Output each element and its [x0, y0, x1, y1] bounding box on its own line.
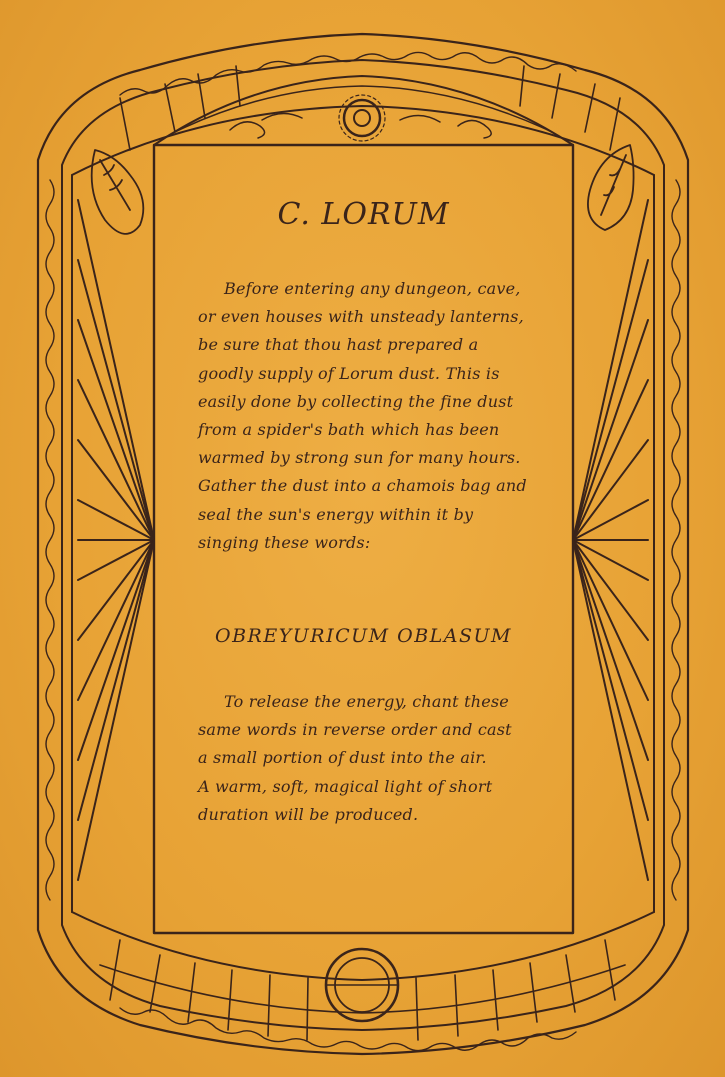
paragraph-line: same words in reverse order and cast: [198, 720, 512, 740]
top-segments: [120, 66, 620, 150]
release-paragraph: [198, 688, 558, 829]
rays-right: [573, 200, 648, 880]
bottom-segments: [100, 940, 625, 1040]
paragraph-line: or even houses with unsteady lanterns,: [198, 307, 524, 327]
vine-left: [46, 180, 54, 900]
paragraph-line: Before entering any dungeon, cave,: [224, 279, 521, 298]
intro-paragraph: [198, 275, 558, 557]
paragraph-line: duration will be produced.: [198, 804, 419, 824]
page-title: C. LORUM: [277, 197, 450, 232]
paragraph-line: from a spider's bath which has been: [198, 420, 500, 440]
paragraph-line: A warm, soft, magical light of short: [198, 776, 493, 796]
paragraph-line: be sure that thou hast prepared a: [198, 335, 479, 355]
paragraph-line: a small portion of dust into the air.: [198, 748, 487, 768]
paragraph-line: To release the energy, chant these: [224, 692, 509, 711]
paragraph-line: singing these words:: [198, 532, 371, 552]
vine-top: [120, 52, 576, 95]
rays-left: [78, 200, 154, 880]
paragraph-line: warmed by strong sun for many hours.: [198, 448, 521, 468]
paragraph-line: goodly supply of Lorum dust. This is: [198, 363, 500, 383]
chant-words: OBREYURICUM OBLASUM: [215, 625, 512, 647]
paragraph-line: easily done by collecting the fine dust: [198, 391, 514, 411]
paragraph-line: seal the sun's energy within it by: [198, 504, 474, 524]
vine-right: [672, 180, 680, 900]
paragraph-line: Gather the dust into a chamois bag and: [198, 476, 527, 496]
text-panel: [154, 145, 573, 933]
leaf-right: [588, 145, 634, 230]
